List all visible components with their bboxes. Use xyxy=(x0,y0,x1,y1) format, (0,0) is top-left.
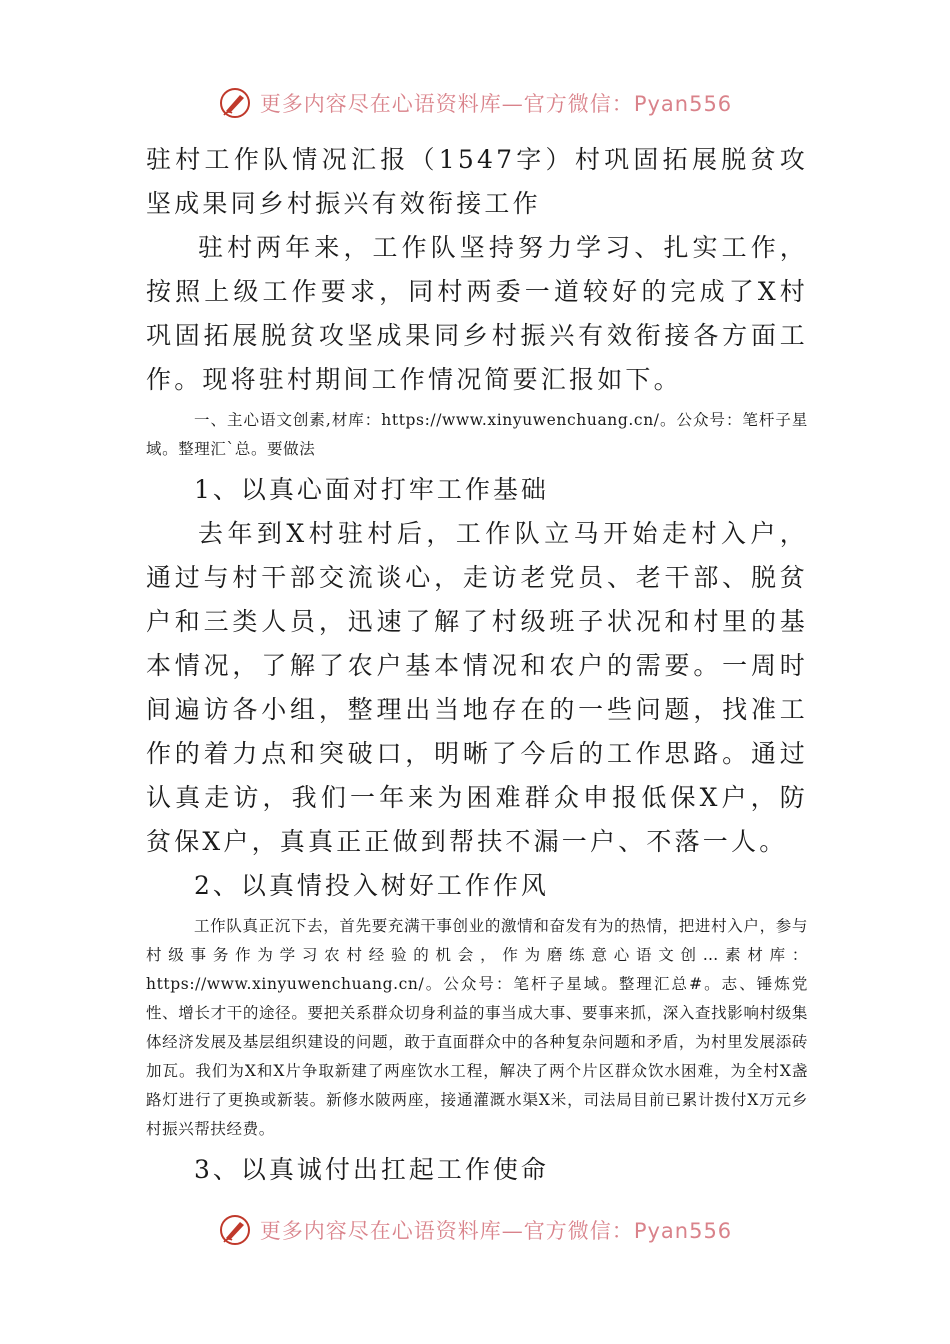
paragraph-1: 去年到X村驻村后，工作队立马开始走村入户，通过与村干部交流谈心，走访老党员、老干部、脱贫户和三类人员，迅速了解了村级班子状况和村里的基本情况，了解了农户基本情况和农户的需要。一周时间遍访各小组，整理出当地存在的一些问题，找准工作的着力点和突破口，明晰了今后的工作思路。通过认真走访，我们一年来为困难群众申报低保X户，防贫保X户，真真正正做到帮扶不漏一户、不落一人。 xyxy=(146,519,808,856)
watermark-banner-top xyxy=(0,83,950,123)
document-body xyxy=(146,138,808,1192)
paragraph-2: 工作队真正沉下去，首先要充满干事创业的激情和奋发有为的热情，把进村入户，参与村级事务作为学习农村经验的机会，作为磨练意心语文创…素材库：https://www.xinyuwenchuang.cn/。公众号：笔杆子星域。整理汇总#。志、锤炼党性、增长才干的途径。要把关系群众切身利益的事当成大事、要事来抓，深入查找影响村级集体经济发展及基层组织建设的问题，敢于直面群众中的各种复杂问题和矛盾，为村里发展添砖加瓦。我们为X和X片争取新建了两座饮水工程，解决了两个片区群众饮水困难，为全村X盏路灯进行了更换或新装。新修水陂两座，接通灌溉水渠X米，司法局目前已累计拨付X万元乡村振兴帮扶经费。 xyxy=(146,917,808,1138)
pen-logo-icon xyxy=(218,86,252,120)
watermark-text: 更多内容尽在心语资料库—官方微信：Pyan556 xyxy=(259,92,733,116)
wechat-id: Pyan556 xyxy=(633,92,733,116)
wechat-id: Pyan556 xyxy=(633,1219,733,1243)
document-title: 驻村工作队情况汇报（1547字）村巩固拓展脱贫攻坚成果同乡村振兴有效衔接工作 xyxy=(146,145,808,218)
watermark-text: 更多内容尽在心语资料库—官方微信：Pyan556 xyxy=(259,1219,733,1243)
heading-2: 2、以真情投入树好工作作风 xyxy=(194,871,549,900)
watermark-banner-bottom xyxy=(0,1210,950,1250)
pen-logo-icon xyxy=(218,1213,252,1247)
heading-1: 1、以真心面对打牢工作基础 xyxy=(194,475,549,504)
heading-3: 3、以真诚付出扛起工作使命 xyxy=(194,1155,549,1184)
section-note: 一、主心语文创素,材库：https://www.xinyuwenchuang.cn/。公众号：笔杆子星域。整理汇`总。要做法 xyxy=(146,411,808,458)
intro-paragraph: 驻村两年来，工作队坚持努力学习、扎实工作，按照上级工作要求，同村两委一道较好的完成了X村巩固拓展脱贫攻坚成果同乡村振兴有效衔接各方面工作。现将驻村期间工作情况简要汇报如下。 xyxy=(146,233,808,394)
